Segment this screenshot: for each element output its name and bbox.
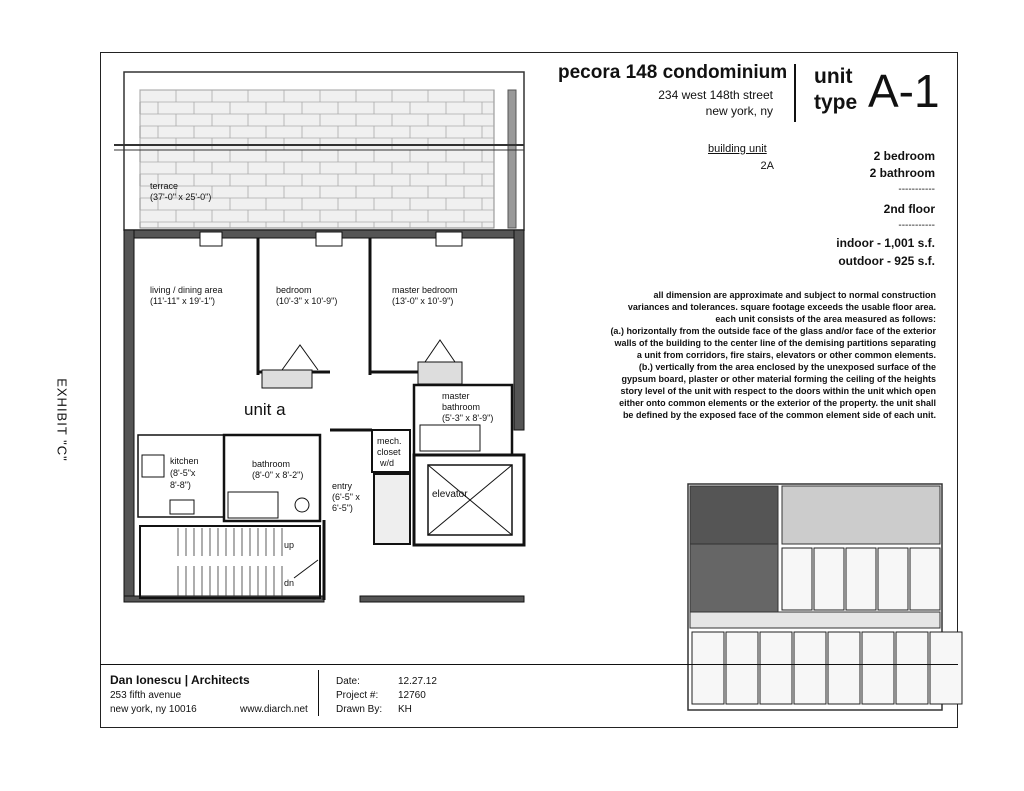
unit-type-value: A-1 <box>868 65 940 117</box>
indoor-area: indoor - 1,001 s.f. <box>836 236 935 250</box>
note-line: be defined by the exposed face of the common element side of each unit. <box>622 410 936 420</box>
terrace-label: terrace <box>150 181 179 191</box>
unit-label: unit <box>814 65 853 88</box>
firm-website[interactable]: www.diarch.net <box>240 704 308 715</box>
unit-name: unit a <box>244 400 286 419</box>
bathroom-dimensions: (8'-0" x 8'-2") <box>252 470 304 480</box>
note-line: variances and tolerances. square footage exceeds the usable floor area. <box>627 302 936 312</box>
note-line: walls of the building to the center line of the demising partitions separating <box>614 338 936 348</box>
type-label: type <box>814 91 858 114</box>
firm-address-1: 253 fifth avenue <box>110 690 182 701</box>
bedroom-dimensions: (10'-3" x 10'-9") <box>276 296 338 306</box>
living-dimensions: (11'-11" x 19'-1") <box>150 296 216 306</box>
date-label: Date: <box>336 676 360 687</box>
master-bedroom-dimensions: (13'-0" x 10'-9") <box>392 296 454 306</box>
drawn-by-label: Drawn By: <box>336 704 383 715</box>
bathroom-count: 2 bathroom <box>869 166 935 180</box>
note-line: each unit consists of the area measured as follows: <box>715 314 936 324</box>
terrace-dimensions: (37'-0" x 25'-0") <box>150 192 212 202</box>
mech-closet-label-3: w/d <box>380 458 395 468</box>
building-unit-label: building unit <box>708 143 767 155</box>
note-line: (a.) horizontally from the outside face of the glass and/or face of the exterior <box>610 326 936 336</box>
entry-label: entry <box>332 481 353 491</box>
firm-name: Dan Ionescu <box>110 673 182 687</box>
dimension-notes <box>540 289 936 421</box>
firm-name-block: Dan Ionescu | Architects <box>110 673 250 687</box>
bedroom-label: bedroom <box>276 285 312 295</box>
footer-divider <box>318 670 319 716</box>
bedroom-count: 2 bedroom <box>873 149 935 163</box>
kitchen-dimensions-1: (8'-5"x <box>170 468 196 478</box>
footer-rule <box>100 664 958 665</box>
bathroom-label: bathroom <box>252 459 291 469</box>
elevator-label: elevator <box>432 489 468 500</box>
master-bath-label-2: bathroom <box>442 402 481 412</box>
master-bath-dimensions: (5'-3" x 8'-9") <box>442 413 494 423</box>
outdoor-area: outdoor - 925 s.f. <box>838 254 935 268</box>
date-value: 12.27.12 <box>398 676 437 687</box>
note-line: either onto common elements or the exterior of the property. the unit shall <box>619 398 936 408</box>
project-name: pecora 148 condominium <box>558 62 788 83</box>
spec-separator-1: ----------- <box>898 184 935 195</box>
living-label: living / dining area <box>150 285 223 295</box>
kitchen-dimensions-2: 8'-8") <box>170 480 191 490</box>
project-label: Project #: <box>336 690 379 701</box>
kitchen-label: kitchen <box>170 456 199 466</box>
note-line: a unit from corridors, fire stairs, elevators or other common elements. <box>636 350 936 360</box>
project-number: 12760 <box>398 690 426 701</box>
firm-address-2: new york, ny 10016 <box>110 704 197 715</box>
entry-dimensions-2: 6'-5") <box>332 503 353 513</box>
master-bedroom-label: master bedroom <box>392 285 458 295</box>
site-plan-thumbnail <box>688 484 962 710</box>
stair-up-label: up <box>284 540 295 550</box>
note-line: (b.) vertically from the area enclosed by the unexposed surface of the <box>638 362 936 372</box>
entry-dimensions-1: (6'-5" x <box>332 492 360 502</box>
address-line-2: new york, ny <box>705 104 773 118</box>
mech-closet-label-2: closet <box>377 447 401 457</box>
address-line-1: 234 west 148th street <box>658 88 773 102</box>
drawn-by-value: KH <box>398 704 412 715</box>
header-divider <box>794 64 796 122</box>
note-line: all dimension are approximate and subject to normal construction <box>653 290 936 300</box>
stair-down-label: dn <box>284 578 295 588</box>
building-unit-value: 2A <box>760 160 774 172</box>
spec-separator-2: ----------- <box>898 220 935 231</box>
floor-level: 2nd floor <box>883 202 935 216</box>
exhibit-label: EXHIBIT "C" <box>54 378 70 462</box>
note-line: story level of the unit with respect to the doors within the unit which open <box>620 386 936 396</box>
note-line: gypsum board, plaster or other material forming the ceiling of the heights <box>621 374 936 384</box>
mech-closet-label: mech. <box>377 436 402 446</box>
firm-name-2: Architects <box>190 673 250 687</box>
master-bath-label: master <box>442 391 470 401</box>
terrace <box>114 72 524 230</box>
